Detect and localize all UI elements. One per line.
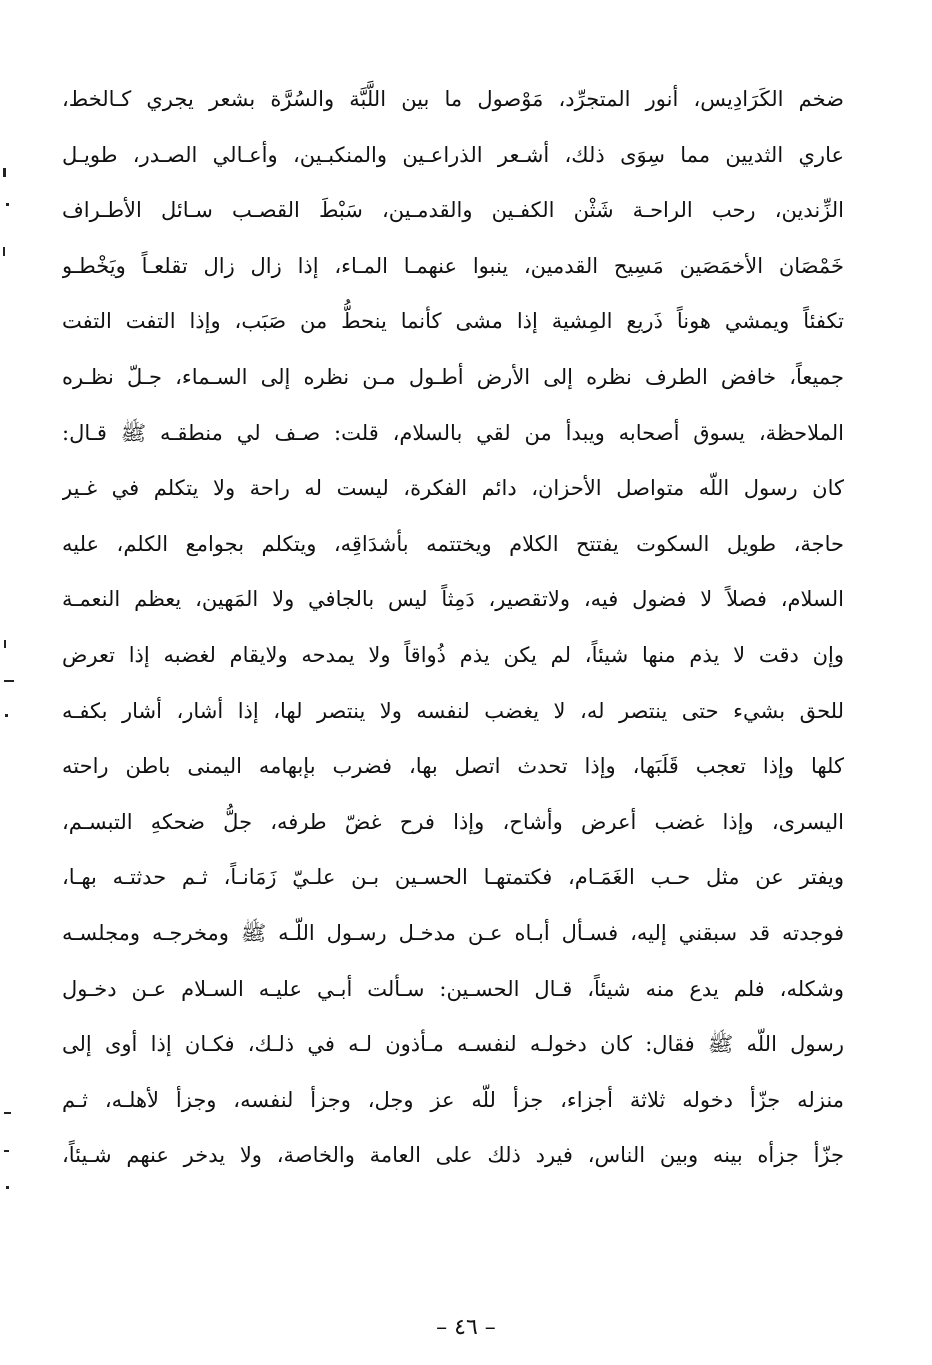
text-line: السلام، فصلاً لا فضول فيه، ولاتقصير، دَمِثاً ليس بالجافي ولا المَهين، يعظم النعمـة — [62, 587, 844, 612]
text-line: الملاحظة، يسوق أصحابه ويبدأ من لقي بالسلام، قلت: صـف لي منطقـه ﷺ قـال: — [62, 420, 844, 445]
text-line: وإن دقت لا يذم منها شيئاً، لم يكن يذم ذُواقاً ولا يمدحه ولايقام لغضبه إذا تعرض — [62, 642, 844, 667]
text-line: جميعاً، خافض الطرف نظره إلى الأرض أطـول مـن نظره إلى السـماء، جـلّ نظـره — [62, 364, 844, 389]
text-line: خَمْصَان الأخمَصَين مَسِيح القدمين، ينبوا عنهمـا المـاء، إذا زال زال تقلعـاً ويَخْطـو — [62, 253, 844, 278]
text-line: كان رسول اللّه متواصل الأحزان، دائم الفكرة، ليست له راحة ولا يتكلم في غـير — [62, 476, 844, 501]
margin-scan-mark — [5, 714, 8, 717]
text-line: رسول اللّه ﷺ فقال: كان دخولـه لنفسـه مـأذون لـه في ذلـك، فكـان إذا أوى إلى — [62, 1032, 844, 1057]
body-text — [62, 72, 844, 1184]
margin-scan-mark — [6, 203, 9, 206]
page-number: – ٤٦ – — [436, 1315, 496, 1340]
text-line: كلها وإذا تعجب قَلَبَها، وإذا تحدث اتصل بها، فضرب بإبهامه اليمنى باطن راحته — [62, 754, 844, 779]
margin-scan-mark — [3, 168, 6, 177]
text-line: للحق بشيء حتى ينتصر له، لا يغضب لنفسه ولا ينتصر لها، إذا أشار، أشار بكفـه — [62, 698, 844, 723]
margin-scan-mark — [4, 1112, 11, 1114]
text-line: ضخم الكَرَادِيس، أنور المتجرِّد، مَوْصول ما بين اللَّبَّة والسُرَّة بشعر يجري كـالخط، — [62, 87, 844, 111]
text-line: ويفتر عن مثل حـب الغَمَـام، فكتمتهـا الحسـين بـن علـيّ زَمَانـاً، ثـم حدثتـه بهـا، — [62, 865, 844, 890]
text-line: حاجة، طويل السكوت يفتتح الكلام ويختتمه بأشدَاقِه، ويتكلم بجوامع الكلم، عليه — [62, 531, 844, 556]
margin-scan-mark — [4, 1150, 9, 1152]
text-line: عاري الثديين مما سِوَى ذلك، أشـعر الذراعـين والمنكبـين، وأعـالي الصـدر، طويـل — [62, 142, 844, 167]
text-line: الزِّندين، رحب الراحـة شَثْن الكفـين والقدمـين، سَبْطَ القصـب سـائل الأطـراف — [62, 198, 844, 223]
text-line: منزله جزّأ دخوله ثلاثة أجزاء، جزأ للّه عز وجل، وجزأ لنفسه، وجزأ لأهلـه، ثـم — [62, 1087, 844, 1112]
text-line: اليسرى، وإذا غضب أعرض وأشاح، وإذا فرح غضّ طرفه، جلُّ ضحكهِ التبسـم، — [62, 809, 844, 834]
text-line: فوجدته قد سبقني إليه، فسـأل أبـاه عـن مدخـل رسـول اللّـه ﷺ ومخرجـه ومجلسـه — [62, 920, 844, 945]
text-line: جزّأ جزأه بينه وبين الناس، فيرد ذلك على العامة والخاصة، ولا يدخر عنهم شـيئاً، — [62, 1143, 844, 1168]
text-line: تكفئاً ويمشي هوناً ذَريع المِشية إذا مشى كأنما ينحطُّ من صَبَب، وإذا التفت التفت — [62, 309, 844, 334]
margin-scan-mark — [4, 680, 14, 682]
text-line: وشكله، فلم يدع منه شيئاً، قـال الحسـين: سـألت أبـي عليـه السـلام عـن دخـول — [62, 976, 844, 1001]
margin-scan-mark — [4, 640, 6, 648]
margin-scan-mark — [3, 247, 5, 256]
margin-scan-mark — [6, 1186, 9, 1189]
